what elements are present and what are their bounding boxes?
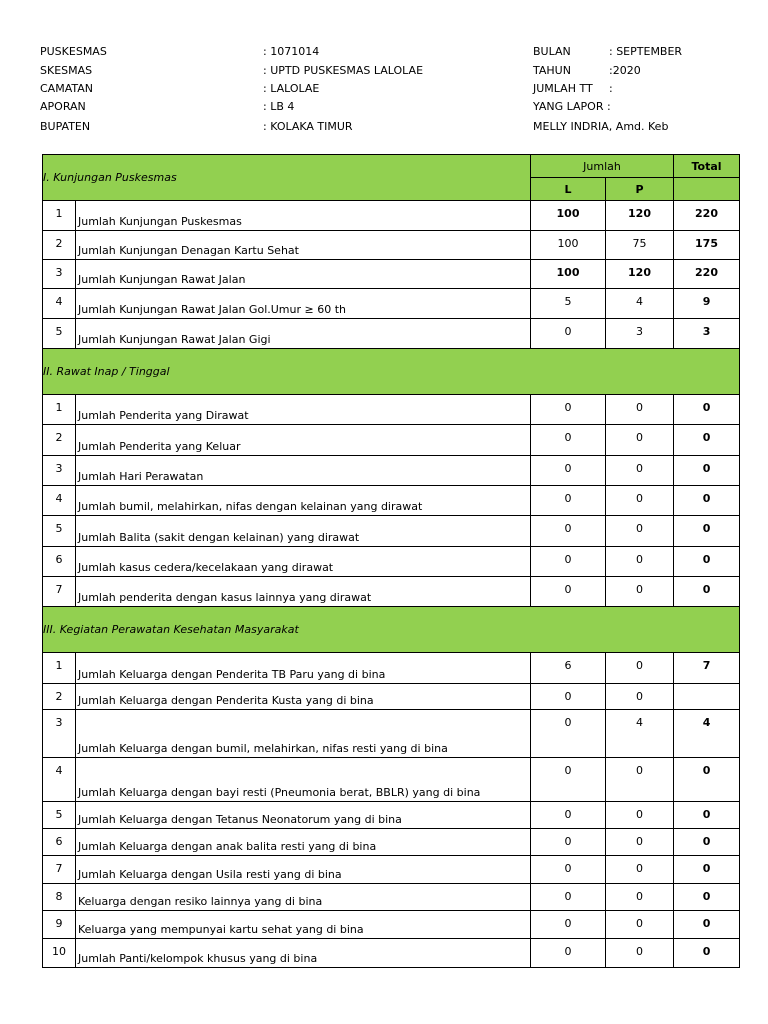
- row-label: Jumlah Keluarga dengan bayi resti (Pneumonia berat, BBLR) yang di bina: [76, 758, 531, 802]
- row-label: Jumlah Kunjungan Rawat Jalan Gol.Umur ≥ 60 th: [76, 289, 531, 319]
- row-label: Jumlah Keluarga dengan Usila resti yang di bina: [76, 856, 531, 884]
- value-p: 4: [606, 710, 674, 758]
- table-row: [43, 684, 740, 710]
- row-number: 1: [43, 395, 76, 425]
- value-l: 0: [531, 547, 606, 577]
- row-label: Jumlah Penderita yang Dirawat: [76, 395, 531, 425]
- table-row: [43, 456, 740, 486]
- value-total: 9: [674, 289, 740, 319]
- value-total: 220: [674, 260, 740, 289]
- row-label: Keluarga yang mempunyai kartu sehat yang di bina: [76, 911, 531, 939]
- table-row: [43, 884, 740, 911]
- row-label: Jumlah bumil, melahirkan, nifas dengan kelainan yang dirawat: [76, 486, 531, 516]
- value-l: 0: [531, 684, 606, 710]
- value-l: 0: [531, 395, 606, 425]
- value-p: 0: [606, 856, 674, 884]
- row-number: 2: [43, 231, 76, 260]
- row-label: Jumlah Kunjungan Denagan Kartu Sehat: [76, 231, 531, 260]
- table-row: [43, 289, 740, 319]
- value-l: 0: [531, 516, 606, 547]
- header-label-tahun: TAHUN: [533, 64, 571, 77]
- table-row: [43, 425, 740, 456]
- section-header-row: [43, 349, 740, 395]
- value-l: 0: [531, 456, 606, 486]
- column-header-jumlah: Jumlah: [531, 155, 674, 178]
- value-l: 0: [531, 758, 606, 802]
- row-number: 9: [43, 911, 76, 939]
- value-l: 5: [531, 289, 606, 319]
- value-total: 7: [674, 653, 740, 684]
- value-l: 0: [531, 884, 606, 911]
- header-value-bulan: : SEPTEMBER: [609, 45, 683, 58]
- row-number: 4: [43, 289, 76, 319]
- value-total: 3: [674, 319, 740, 349]
- table-row: [43, 856, 740, 884]
- header-label-laporan: APORAN: [40, 100, 86, 113]
- value-p: 0: [606, 547, 674, 577]
- value-p: 120: [606, 201, 674, 231]
- row-label: Jumlah Keluarga dengan Penderita TB Paru yang di bina: [76, 653, 531, 684]
- value-total: 0: [674, 425, 740, 456]
- row-number: 6: [43, 829, 76, 856]
- value-p: 0: [606, 758, 674, 802]
- section-title: II. Rawat Inap / Tinggal: [43, 349, 740, 395]
- table-row: [43, 653, 740, 684]
- header-reporter-name: MELLY INDRIA, Amd. Keb: [533, 120, 669, 133]
- row-number: 6: [43, 547, 76, 577]
- row-label: Jumlah Penderita yang Keluar: [76, 425, 531, 456]
- row-number: 3: [43, 456, 76, 486]
- value-p: 0: [606, 829, 674, 856]
- value-l: 0: [531, 577, 606, 607]
- header-value-kecamatan: : LALOLAE: [263, 82, 320, 95]
- table-row: [43, 829, 740, 856]
- section-title: I. Kunjungan Puskesmas: [43, 155, 531, 201]
- value-total: 0: [674, 856, 740, 884]
- column-header-total-blank: [674, 178, 740, 201]
- column-header-l: L: [531, 178, 606, 201]
- row-number: 10: [43, 939, 76, 968]
- value-p: 0: [606, 456, 674, 486]
- value-l: 0: [531, 319, 606, 349]
- row-number: 5: [43, 319, 76, 349]
- row-number: 3: [43, 710, 76, 758]
- row-number: 5: [43, 516, 76, 547]
- table-row: [43, 231, 740, 260]
- header-value-kabupaten: : KOLAKA TIMUR: [263, 120, 353, 133]
- value-l: 100: [531, 231, 606, 260]
- value-total: 0: [674, 758, 740, 802]
- value-p: 0: [606, 653, 674, 684]
- value-total: 0: [674, 516, 740, 547]
- value-l: 0: [531, 802, 606, 829]
- value-total: 0: [674, 939, 740, 968]
- value-total: 0: [674, 911, 740, 939]
- row-number: 1: [43, 201, 76, 231]
- section-title: III. Kegiatan Perawatan Kesehatan Masyarakat: [43, 607, 740, 653]
- column-header-total: Total: [674, 155, 740, 178]
- header-label-jumlah-tt: JUMLAH TT: [533, 82, 593, 95]
- row-label: Keluarga dengan resiko lainnya yang di bina: [76, 884, 531, 911]
- value-l: 0: [531, 856, 606, 884]
- row-number: 2: [43, 684, 76, 710]
- row-number: 7: [43, 577, 76, 607]
- table-row: [43, 547, 740, 577]
- row-number: 4: [43, 758, 76, 802]
- header-value-puskesmas: : 1071014: [263, 45, 320, 58]
- value-p: 120: [606, 260, 674, 289]
- row-number: 7: [43, 856, 76, 884]
- value-l: 0: [531, 911, 606, 939]
- value-l: 0: [531, 710, 606, 758]
- value-p: 0: [606, 395, 674, 425]
- row-label: Jumlah penderita dengan kasus lainnya yang dirawat: [76, 577, 531, 607]
- value-total: 0: [674, 547, 740, 577]
- value-l: 0: [531, 939, 606, 968]
- table-row: [43, 201, 740, 231]
- table-row: [43, 319, 740, 349]
- report-table: [42, 154, 740, 968]
- table-row: [43, 911, 740, 939]
- value-p: 0: [606, 486, 674, 516]
- header-label-kabupaten: BUPATEN: [40, 120, 91, 133]
- value-l: 100: [531, 260, 606, 289]
- section-header-row: [43, 607, 740, 653]
- row-label: Jumlah Hari Perawatan: [76, 456, 531, 486]
- value-total: 220: [674, 201, 740, 231]
- value-total: 0: [674, 884, 740, 911]
- row-label: Jumlah Kunjungan Rawat Jalan Gigi: [76, 319, 531, 349]
- value-total: 0: [674, 802, 740, 829]
- value-p: 0: [606, 884, 674, 911]
- value-total: 0: [674, 456, 740, 486]
- value-l: 100: [531, 201, 606, 231]
- value-total: 0: [674, 395, 740, 425]
- header-value-jumlah-tt: :: [609, 82, 613, 95]
- table-header-row: [43, 155, 740, 178]
- header-label-bulan: BULAN: [533, 45, 571, 58]
- value-total: 4: [674, 710, 740, 758]
- value-total: [674, 684, 740, 710]
- row-number: 1: [43, 653, 76, 684]
- value-total: 0: [674, 829, 740, 856]
- row-label: Jumlah Keluarga dengan bumil, melahirkan, nifas resti yang di bina: [76, 710, 531, 758]
- report-table-body: [43, 155, 740, 968]
- value-p: 75: [606, 231, 674, 260]
- table-row: [43, 486, 740, 516]
- row-label: Jumlah Kunjungan Puskesmas: [76, 201, 531, 231]
- value-p: 0: [606, 911, 674, 939]
- header-label-yang-lapor: YANG LAPOR :: [533, 100, 611, 113]
- value-total: 175: [674, 231, 740, 260]
- row-label: Jumlah Keluarga dengan Penderita Kusta yang di bina: [76, 684, 531, 710]
- header-label-puskesmas: PUSKESMAS: [40, 45, 107, 58]
- table-row: [43, 260, 740, 289]
- table-row: [43, 710, 740, 758]
- table-row: [43, 802, 740, 829]
- header-label-kecamatan: CAMATAN: [40, 82, 93, 95]
- row-label: Jumlah kasus cedera/kecelakaan yang dirawat: [76, 547, 531, 577]
- header-value-tahun: :2020: [609, 64, 641, 77]
- row-label: Jumlah Panti/kelompok khusus yang di bina: [76, 939, 531, 968]
- table-row: [43, 939, 740, 968]
- value-l: 0: [531, 829, 606, 856]
- value-total: 0: [674, 577, 740, 607]
- value-p: 0: [606, 684, 674, 710]
- header-label-nama-puskesmas: SKESMAS: [40, 64, 93, 77]
- column-header-p: P: [606, 178, 674, 201]
- value-p: 0: [606, 802, 674, 829]
- value-l: 0: [531, 425, 606, 456]
- row-number: 3: [43, 260, 76, 289]
- value-p: 0: [606, 939, 674, 968]
- table-row: [43, 395, 740, 425]
- row-number: 5: [43, 802, 76, 829]
- table-row: [43, 577, 740, 607]
- value-p: 4: [606, 289, 674, 319]
- row-label: Jumlah Balita (sakit dengan kelainan) yang dirawat: [76, 516, 531, 547]
- value-p: 0: [606, 516, 674, 547]
- value-p: 3: [606, 319, 674, 349]
- row-label: Jumlah Keluarga dengan Tetanus Neonatorum yang di bina: [76, 802, 531, 829]
- value-l: 0: [531, 486, 606, 516]
- value-p: 0: [606, 425, 674, 456]
- value-total: 0: [674, 486, 740, 516]
- header-value-laporan: : LB 4: [263, 100, 295, 113]
- row-number: 4: [43, 486, 76, 516]
- row-label: Jumlah Kunjungan Rawat Jalan: [76, 260, 531, 289]
- value-p: 0: [606, 577, 674, 607]
- row-label: Jumlah Keluarga dengan anak balita resti yang di bina: [76, 829, 531, 856]
- table-row: [43, 758, 740, 802]
- table-row: [43, 516, 740, 547]
- row-number: 8: [43, 884, 76, 911]
- value-l: 6: [531, 653, 606, 684]
- row-number: 2: [43, 425, 76, 456]
- header-value-nama-puskesmas: : UPTD PUSKESMAS LALOLAE: [263, 64, 424, 77]
